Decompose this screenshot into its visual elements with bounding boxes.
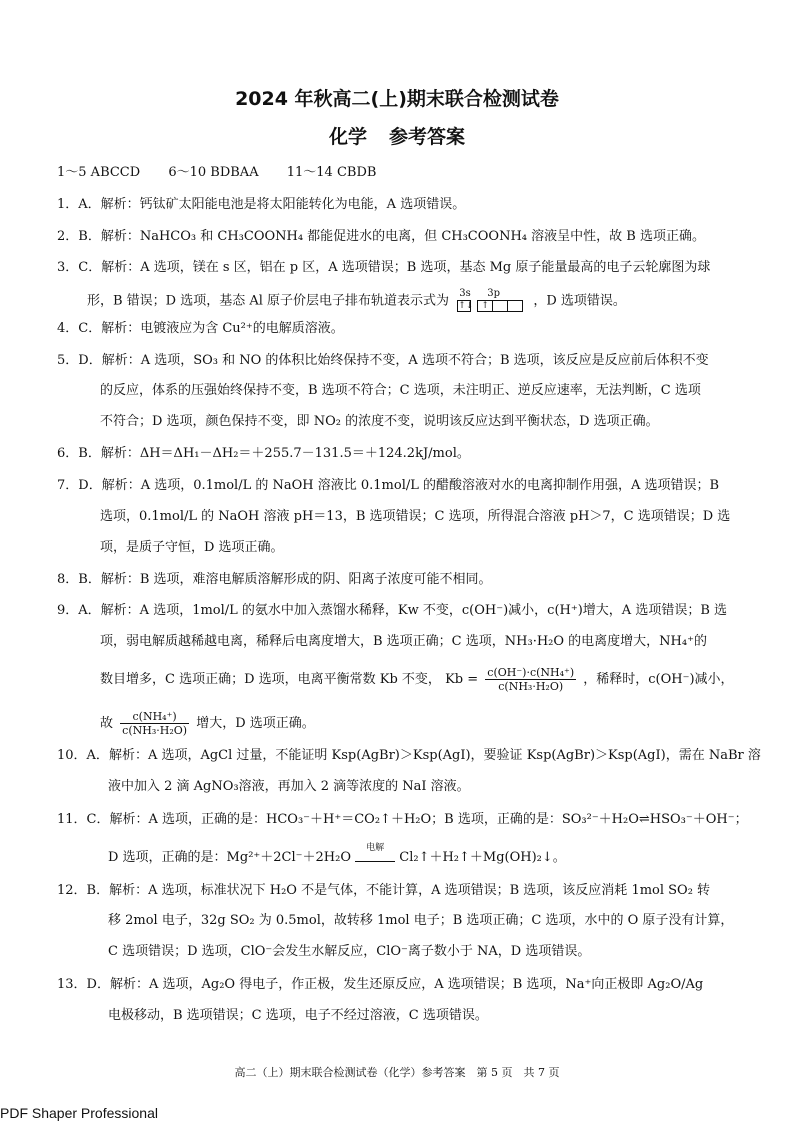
orbital-box-3p-3 [507, 300, 523, 312]
answer-key [57, 165, 376, 181]
item-number: 6．B． [57, 446, 101, 461]
orbital-label-3p: 3p [487, 288, 500, 299]
item-9-cont-1: 项，弱电解质越稀越电离，稀释后电离度增大，B 选项正确；C 选项，NH₃·H₂O 的电离度增大，NH₄⁺的 [100, 634, 707, 649]
item-text: Cl₂↑＋H₂↑＋Mg(OH)₂↓。 [399, 850, 566, 865]
orbital-diagram [457, 288, 525, 314]
item-3-cont [87, 288, 626, 314]
item-12-cont-1: 移 2mol 电子，32g SO₂ 为 0.5mol，故转移 1mol 电子；B 选项正确；C 选项，水中的 O 原子没有计算， [108, 913, 734, 928]
item-11-cont [108, 843, 566, 866]
item-text: 解析：A 选项，Ag₂O 得电子，作正极，发生还原反应，A 选项错误；B 选项，Na⁺向正极即 Ag₂O/Ag [109, 977, 704, 992]
item-text: 解析：A 选项，1mol/L 的氨水中加入蒸馏水稀释，Kw 不变，c(OH⁻)减小，c(H⁺)增大，A 选项错误；B 选 [100, 603, 728, 618]
item-1 [57, 197, 465, 213]
item-7 [57, 478, 719, 494]
item-text: 形，B 错误；D 选项，基态 Al 原子价层电子排布轨道表示式为 [87, 293, 450, 309]
page-title: 2024 年秋高二(上)期末联合检测试卷 [235, 88, 559, 110]
item-number: 12．B． [57, 883, 110, 898]
item-text: ，稀释时，c(OH⁻)减小， [583, 672, 734, 687]
fraction-denominator: c(NH₃·H₂O) [498, 680, 564, 693]
item-6 [57, 446, 470, 462]
item-text: ，D 选项错误。 [533, 293, 626, 309]
item-13-cont: 电极移动，B 选项错误；C 选项，电子不经过溶液，C 选项错误。 [108, 1008, 488, 1023]
item-13 [57, 977, 703, 993]
item-text: 解析：B 选项，难溶电解质溶解形成的阴、阳离子浓度可能不相同。 [100, 572, 492, 587]
item-8 [57, 572, 492, 588]
orbital-label-3s: 3s [459, 288, 471, 299]
watermark: PDF Shaper Professional [0, 1105, 158, 1121]
item-text: 解析：钙钛矿太阳能电池是将太阳能转化为电能，A 选项错误。 [100, 197, 466, 212]
item-3 [57, 260, 710, 276]
reaction-condition: 电解 [366, 843, 385, 853]
item-5 [57, 353, 709, 369]
item-number: 9．A． [57, 603, 101, 618]
item-number: 10．A． [57, 748, 109, 763]
item-number: 3．C． [57, 260, 102, 275]
item-12 [57, 883, 710, 899]
item-9 [57, 603, 727, 619]
page-subtitle [0, 122, 794, 149]
item-text: 解析：A 选项，正确的是：HCO₃⁻＋H⁺＝CO₂↑＋H₂O；B 选项，正确的是：SO₃²⁻＋H₂O⇌HSO₃⁻＋OH⁻； [109, 812, 748, 827]
item-number: 7．D． [57, 478, 102, 493]
item-12-cont-2: C 选项错误；D 选项，ClO⁻会发生水解反应，ClO⁻离子数小于 NA，D 选项错误。 [108, 944, 591, 959]
item-text: 解析：A 选项，镁在 s 区，铝在 p 区，A 选项错误；B 选项，基态 Mg 原子能量最高的电子云轮廓图为球 [101, 260, 711, 275]
answer-group-1: 1～5 ABCCD [57, 165, 141, 180]
item-5-cont-2: 不符合；D 选项，颜色保持不变，即 NO₂ 的浓度不变，说明该反应达到平衡状态，D 选项正确。 [100, 414, 659, 429]
orbital-box-3s: ↑↓ [458, 301, 474, 311]
item-7-cont-1: 选项，0.1mol/L 的 NaOH 溶液 pH＝13，B 选项错误；C 选项，所得混合溶液 pH＞7，C 选项错误；D 选 [100, 509, 731, 524]
item-number: 13．D． [57, 977, 110, 992]
item-text: 解析：ΔH＝ΔH₁－ΔH₂＝＋255.7－131.5＝＋124.2kJ/mol。 [100, 446, 470, 461]
item-5-cont-1: 的反应，体系的压强始终保持不变，B 选项不符合；C 选项，未注明正、逆反应速率，无法判断，C 选项 [100, 383, 701, 398]
item-2 [57, 229, 705, 245]
item-4 [57, 321, 344, 337]
orbital-box-3p-1: ↑ [477, 300, 493, 312]
item-10-cont: 液中加入 2 滴 AgNO₃溶液，再加入 2 滴等浓度的 NaI 溶液。 [108, 779, 470, 794]
item-text: 解析：A 选项，标准状况下 H₂O 不是气体，不能计算，A 选项错误；B 选项，该反应消耗 1mol SO₂ 转 [109, 883, 711, 898]
ratio-fraction [120, 710, 189, 737]
item-number: 11．C． [57, 812, 110, 827]
kb-symbol: Kb = [445, 672, 479, 687]
item-11 [57, 812, 748, 828]
fraction-numerator: c(NH₄⁺) [120, 710, 189, 724]
item-text: 故 [100, 716, 114, 731]
item-9-cont-2 [100, 666, 734, 693]
item-number: 2．B． [57, 229, 101, 244]
fraction-denominator: c(NH₃·H₂O) [122, 724, 188, 737]
item-text: 解析：A 选项，0.1mol/L 的 NaOH 溶液比 0.1mol/L 的醋酸溶液对水的电离抑制作用强，A 选项错误；B [101, 478, 720, 493]
answer-group-2: 6～10 BDBAA [168, 165, 259, 180]
kb-fraction [485, 666, 576, 693]
item-number: 4．C． [57, 321, 102, 336]
electrolysis-arrow [355, 843, 395, 866]
answer-group-3: 11～14 CBDB [286, 165, 377, 180]
item-text: 解析：电镀液应为含 Cu²⁺的电解质溶液。 [101, 321, 344, 336]
item-text: 解析：NaHCO₃ 和 CH₃COONH₄ 都能促进水的电离，但 CH₃COONH₄ 溶液呈中性，故 B 选项正确。 [100, 229, 705, 244]
item-number: 5．D． [57, 353, 102, 368]
fraction-numerator: c(OH⁻)·c(NH₄⁺) [487, 666, 575, 679]
item-text: 解析：A 选项，SO₃ 和 NO 的体积比始终保持不变，A 选项不符合；B 选项，该反应是反应前后体积不变 [101, 353, 709, 368]
item-text: D 选项，正确的是：Mg²⁺＋2Cl⁻＋2H₂O [108, 850, 351, 865]
item-text: 增大，D 选项正确。 [196, 716, 315, 731]
item-text: 解析：A 选项，AgCl 过量，不能证明 Ksp(AgBr)＞Ksp(AgI)，要验证 Ksp(AgBr)＞Ksp(AgI)，需在 NaBr 溶 [108, 748, 761, 763]
subtitle-label: 参考答案 [389, 126, 466, 148]
page-footer: 高二（上）期末联合检测试卷（化学）参考答案 第 5 页 共 7 页 [234, 1066, 560, 1079]
item-number: 8．B． [57, 572, 101, 587]
item-9-cont-3 [100, 710, 315, 737]
item-10 [57, 748, 761, 764]
item-text: 数目增多，C 选项正确；D 选项，电离平衡常数 Kb 不变， [100, 672, 441, 687]
item-number: 1．A． [57, 197, 101, 212]
subject-label: 化学 [328, 126, 367, 148]
item-7-cont-2: 项，是质子守恒，D 选项正确。 [100, 540, 284, 555]
orbital-box-3p-2 [492, 300, 508, 312]
